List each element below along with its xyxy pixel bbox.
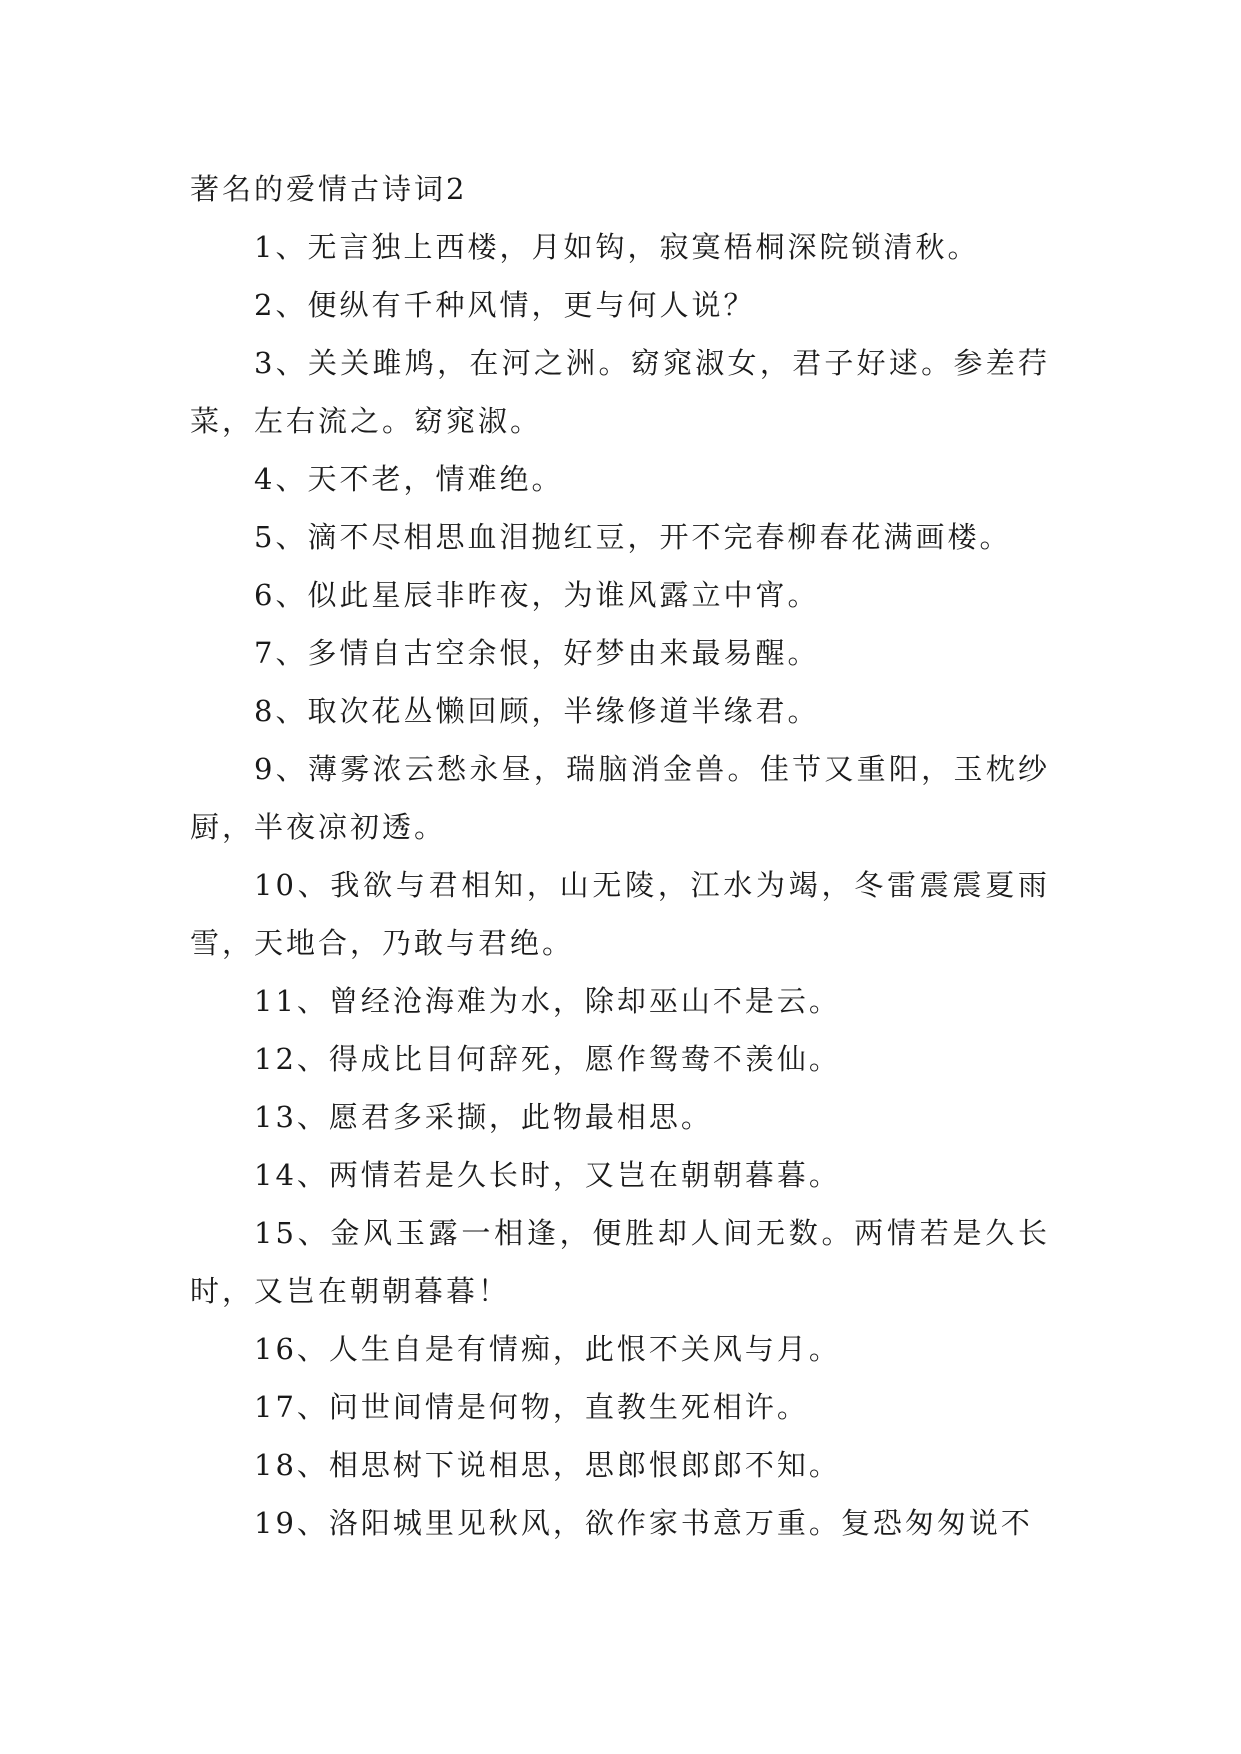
poem-item: 16、人生自是有情痴，此恨不关风与月。 xyxy=(254,1332,841,1366)
poem-item: 15、金风玉露一相逢，便胜却人间无数。两情若是久长时，又岂在朝朝暮暮！ xyxy=(190,1216,1050,1308)
poem-item: 13、愿君多采撷，此物最相思。 xyxy=(254,1100,713,1134)
poem-item: 1、无言独上西楼，月如钩，寂寞梧桐深院锁清秋。 xyxy=(254,230,980,264)
poem-item: 3、关关雎鸠，在河之洲。窈窕淑女，君子好逑。参差荇菜，左右流之。窈窕淑。 xyxy=(190,346,1050,438)
poem-item: 14、两情若是久长时，又岂在朝朝暮暮。 xyxy=(254,1158,841,1192)
poem-item: 18、相思树下说相思，思郎恨郎郎不知。 xyxy=(254,1448,841,1482)
poem-item: 11、曾经沧海难为水，除却巫山不是云。 xyxy=(254,984,841,1018)
poem-item: 9、薄雾浓云愁永昼，瑞脑消金兽。佳节又重阳，玉枕纱厨，半夜凉初透。 xyxy=(190,752,1050,844)
poem-item: 8、取次花丛懒回顾，半缘修道半缘君。 xyxy=(254,694,820,728)
poem-item: 4、天不老，情难绝。 xyxy=(254,462,564,496)
poem-item: 5、滴不尽相思血泪抛红豆，开不完春柳春花满画楼。 xyxy=(254,520,1012,554)
document-body xyxy=(190,160,1050,1552)
poem-item: 6、似此星辰非昨夜，为谁风露立中宵。 xyxy=(254,578,820,612)
poem-item: 7、多情自古空余恨，好梦由来最易醒。 xyxy=(254,636,820,670)
document-title: 著名的爱情古诗词2 xyxy=(190,172,468,206)
poem-item: 2、便纵有千种风情，更与何人说？ xyxy=(254,288,756,322)
poem-item: 19、洛阳城里见秋风，欲作家书意万重。复恐匆匆说不 xyxy=(254,1506,1033,1540)
poem-item: 10、我欲与君相知，山无陵，江水为竭，冬雷震震夏雨雪，天地合，乃敢与君绝。 xyxy=(190,868,1050,960)
poem-list xyxy=(190,218,1050,1552)
poem-item: 12、得成比目何辞死，愿作鸳鸯不羡仙。 xyxy=(254,1042,841,1076)
poem-item: 17、问世间情是何物，直教生死相许。 xyxy=(254,1390,809,1424)
